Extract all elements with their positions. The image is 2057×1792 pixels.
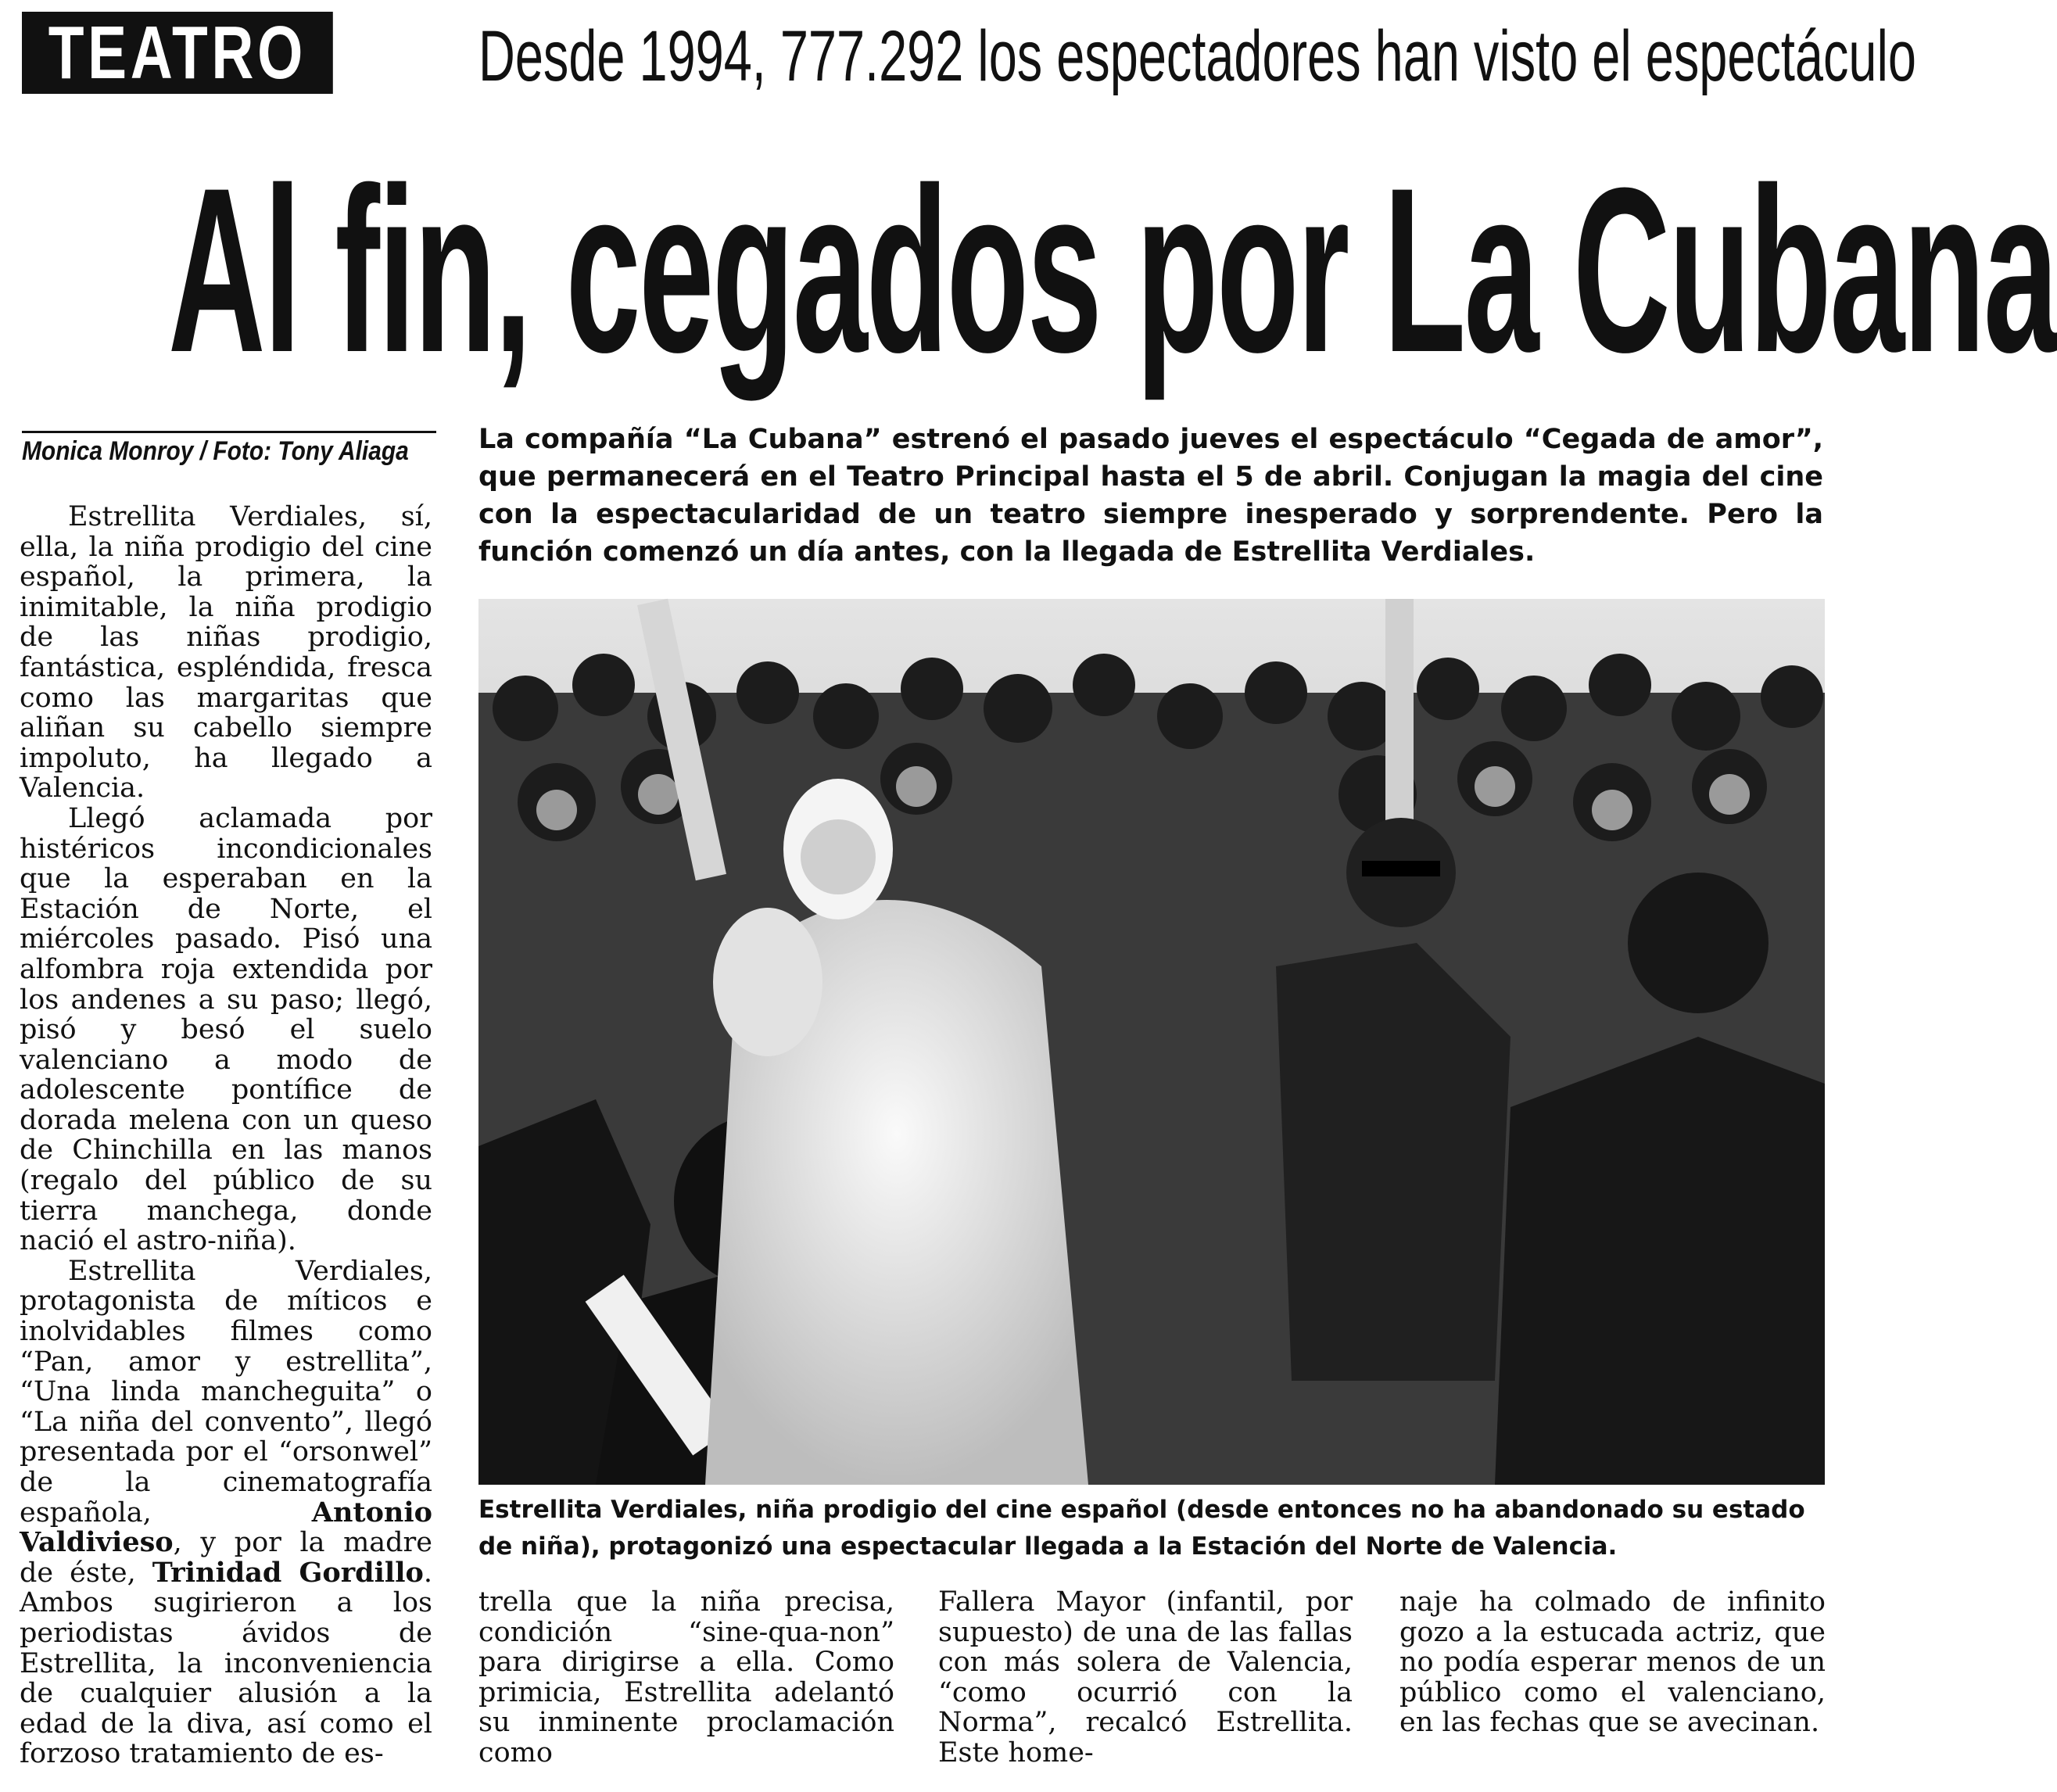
photo-illustration	[478, 599, 1825, 1485]
lead-paragraph	[478, 421, 1823, 571]
body-paragraph-2: Llegó aclamada por histéricos incondicionales que la esperaban en la Estación de Norte, el miércoles pasado. Pisó una alfombra roja extendida por los andenes a su paso; llegó, pisó y besó el suelo valenciano a modo de adolescente pontífice de dorada melena con un queso de Chinchilla en las manos (regalo del público de su tierra manchega, donde nació el astro-niña).	[20, 802, 432, 1257]
section-tag	[22, 12, 333, 94]
news-photo	[478, 599, 1825, 1485]
body-paragraph-1	[20, 502, 432, 804]
lead-text: La compañía “La Cubana” estrenó el pasado jueves el espectáculo “Cegada de amor”, que permanecerá en el Teatro Principal hasta el 5 de abril. Conjugan la magia del cine con la espectacularidad de un teatro siempre inesperado y sorprendente. Pero la función comenzó un día antes, con la llegada de Estrellita Verdiales.	[478, 424, 1823, 568]
person-name: Trinidad Gordillo	[152, 1556, 424, 1589]
person-name: Antonio Valdivieso	[20, 1496, 432, 1559]
photo-caption	[478, 1492, 1823, 1565]
body-text: , sí, ella, la niña prodigio del cine español, la primera, la inimitable, la niña prodigio de las niñas prodigio, fantástica, espléndida, fresca como las margaritas que aliñan su cabello siempre impoluto, ha llegado a Valencia.	[20, 501, 432, 805]
body-text: , y por la madre de éste,	[20, 1527, 432, 1589]
body-paragraph: Fallera Mayor (infantil, por supuesto) de una de las fallas con más solera de Valencia, “como ocurrió con la Norma”, recalcó Estrellita. Este home-	[938, 1586, 1353, 1769]
headline: Al fin, cegados por La Cubana	[168, 138, 2057, 401]
body-column-3	[938, 1587, 1353, 1769]
person-name: Estrellita Verdiales	[68, 501, 358, 532]
body-column-4	[1399, 1587, 1826, 1738]
body-paragraph: trella que la niña precisa, condición “sine-qua-non” para dirigirse a ella. Como primicia, Estrellita adelantó su inminente proclamación como	[478, 1586, 894, 1769]
body-paragraph: naje ha colmado de infinito gozo a la estucada actriz, que no podía esperar menos de un público como el valenciano, en las fechas que se avecinan.	[1399, 1586, 1826, 1739]
body-column-1	[20, 502, 432, 1769]
body-column-2	[478, 1587, 894, 1769]
byline: Monica Monroy / Foto: Tony Aliaga	[22, 436, 409, 466]
caption-text: Estrellita Verdiales, niña prodigio del cine español (desde entonces no ha abandonado su estado de niña), protagonizó una espectacular llegada a la Estación del Norte de Valencia.	[478, 1496, 1805, 1561]
byline-rule	[22, 431, 436, 433]
body-text: . Ambos sugirieron a los periodistas ávidos de Estrellita, la inconveniencia de cualquier alusión a la edad de la diva, así como el forzoso tratamiento de es-	[20, 1557, 432, 1770]
section-label: TEATRO	[48, 10, 307, 95]
kicker: Desde 1994, 777.292 los espectadores han visto el espectáculo	[478, 16, 1916, 96]
body-text: Estrellita Verdiales, protagonista de míticos e inolvidables filmes como “Pan, amor y estrellita”, “Una linda mancheguita” o “La niña del convento”, llegó presentada por el “orsonwel” de la cinematografía española,	[20, 1255, 432, 1529]
body-paragraph-3	[20, 1256, 432, 1769]
